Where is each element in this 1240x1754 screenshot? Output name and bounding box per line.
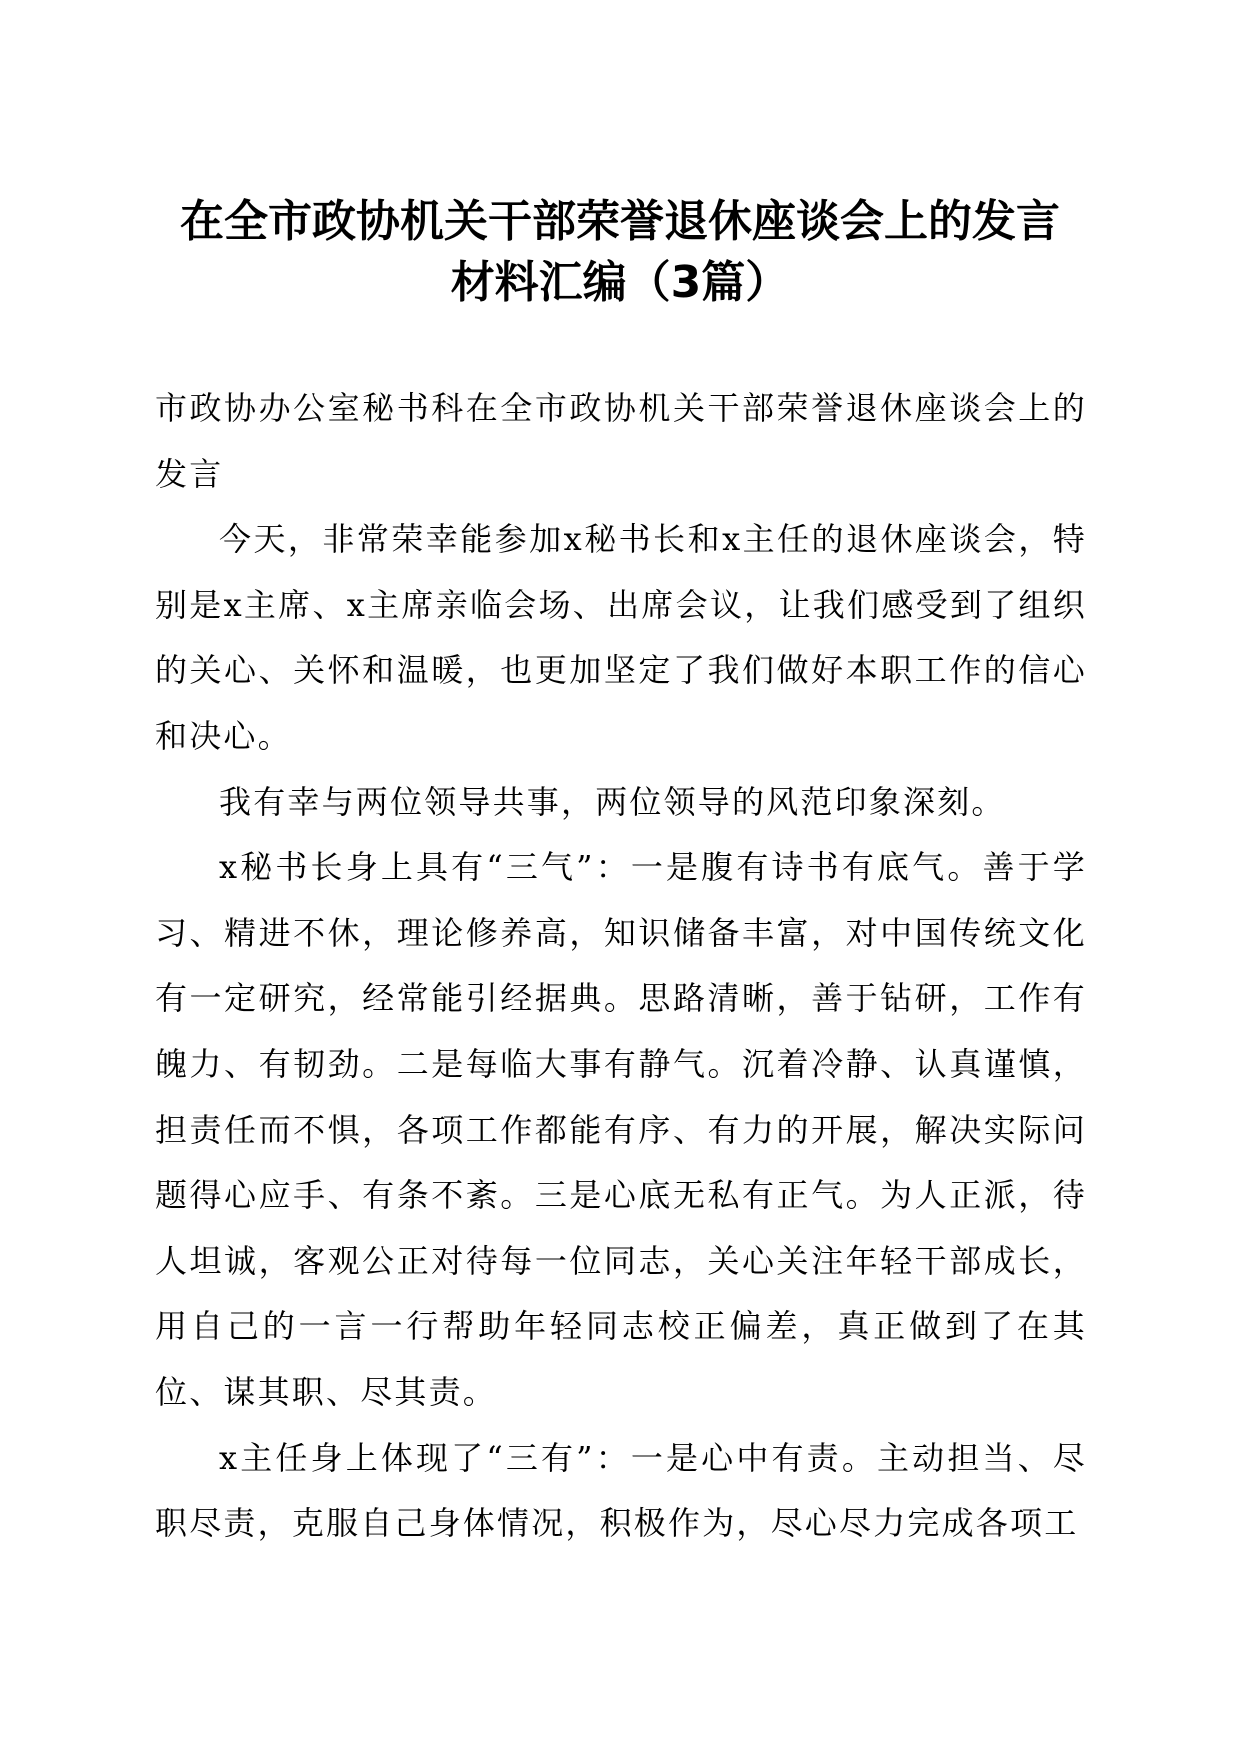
body-paragraph: x主任身上体现了“三有”：一是心中有责。主动担当、尽职尽责，克服自己身体情况，积极作为，尽心尽力完成各项工 [155,1438,1087,1543]
body-paragraph: 今天，非常荣幸能参加x秘书长和x主任的退休座谈会，特别是x主席、x主席亲临会场、出席会议，让我们感受到了组织的关心、关怀和温暖，也更加坚定了我们做好本职工作的信心和决心。 [155,520,1087,755]
document-title-line-2: 材料汇编（3篇） [450,257,790,308]
body-paragraph: x秘书长身上具有“三气”：一是腹有诗书有底气。善于学习、精进不休，理论修养高，知识储备丰富，对中国传统文化有一定研究，经常能引经据典。思路清晰，善于钻研，工作有魄力、有韧劲。二是每临大事有静气。沉着冷静、认真谨慎，担责任而不惧，各项工作都能有序、有力的开展，解决实际问题得心应手、有条不紊。三是心底无私有正气。为人正派，待人坦诚，客观公正对待每一位同志，关心关注年轻干部成长，用自己的一言一行帮助年轻同志校正偏差，真正做到了在其位、谋其职、尽其责。 [155,848,1087,1411]
body-paragraph: 我有幸与两位领导共事，两位领导的风范印象深刻。 [219,782,1006,821]
section-heading: 市政协办公室秘书科在全市政协机关干部荣誉退休座谈会上的发言 [155,389,1087,493]
document-title-line-1: 在全市政协机关干部荣誉退休座谈会上的发言 [180,196,1060,247]
document-body [155,376,1087,1557]
